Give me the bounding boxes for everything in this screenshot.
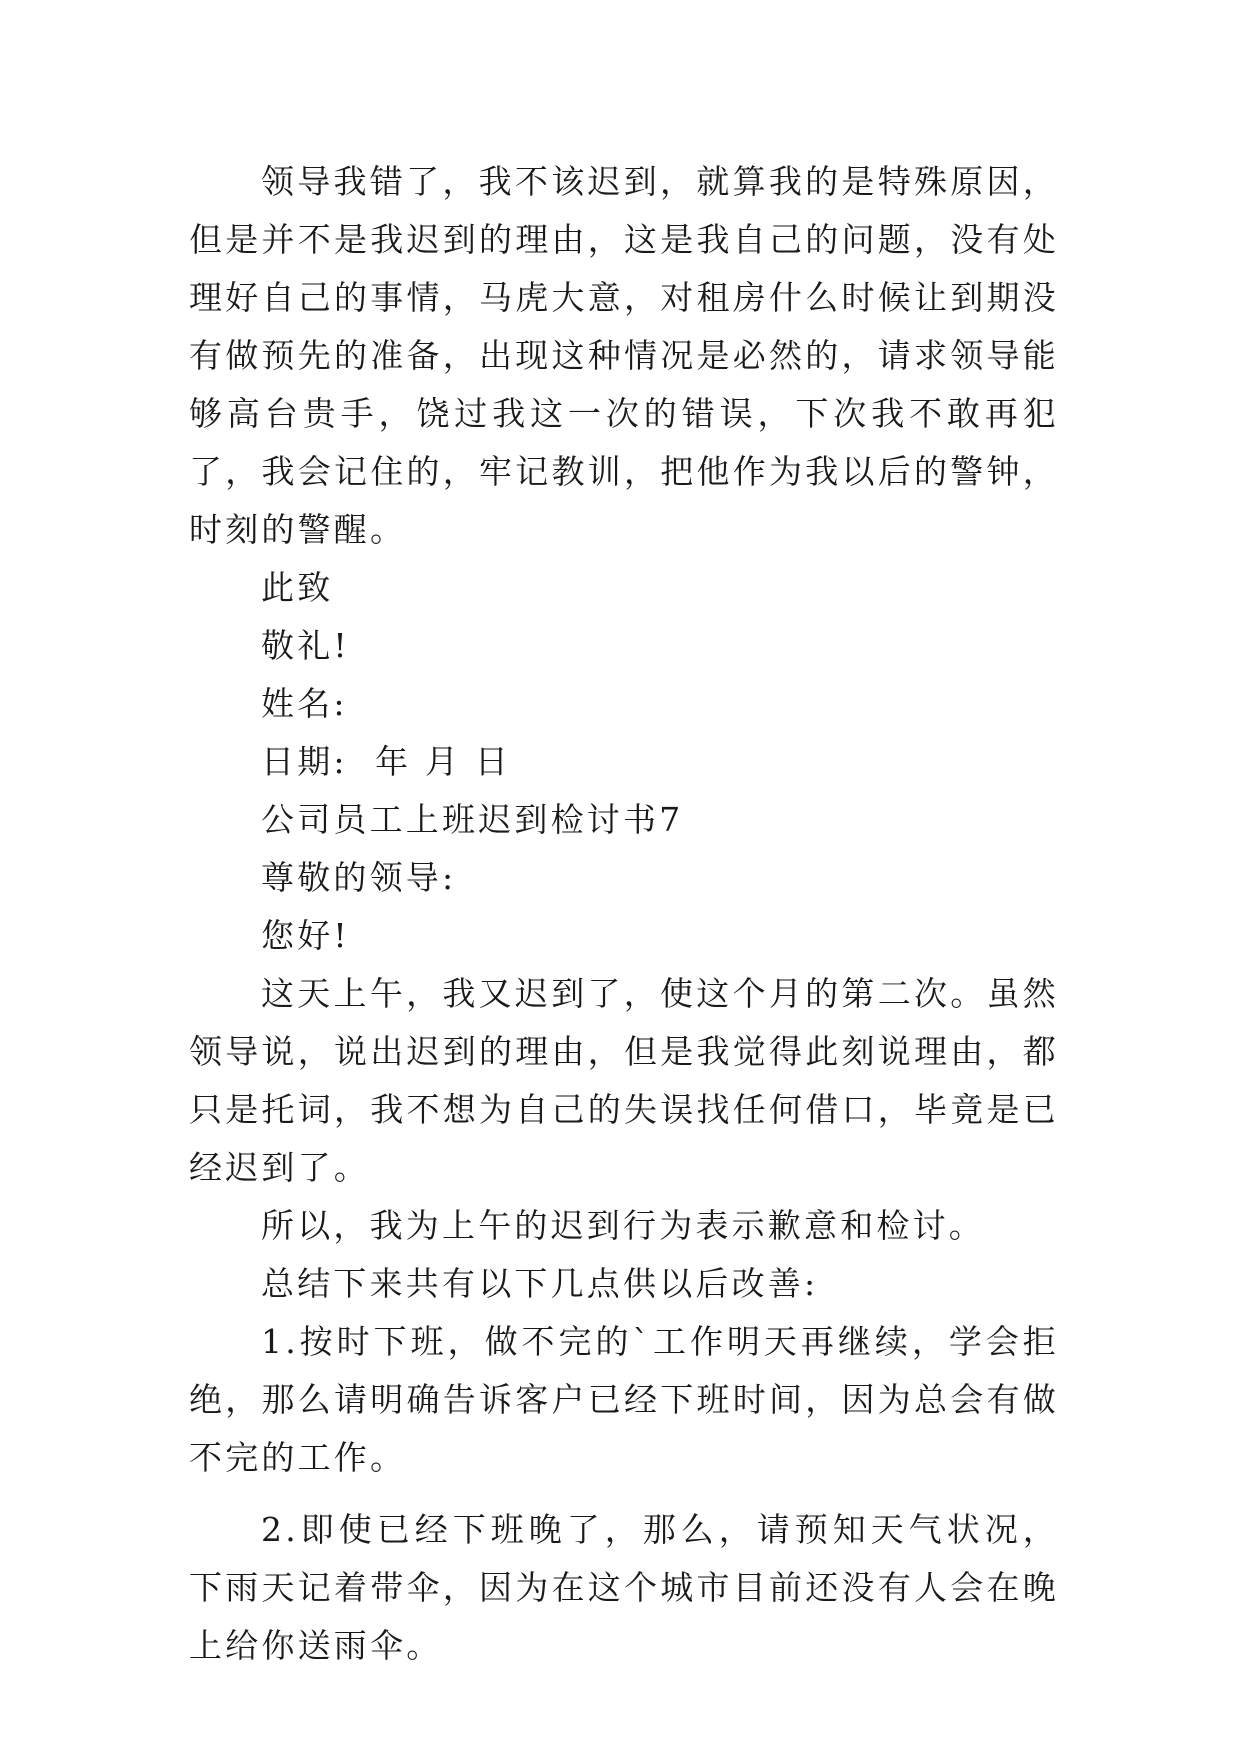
section-heading: 公司员工上班迟到检讨书7 bbox=[261, 800, 684, 839]
paragraph-apology: 领导我错了，我不该迟到，就算我的是特殊原因，但是并不是我迟到的理由，这是我自己的问题，没有处理好自己的事情，马虎大意，对租房什么时候让到期没有做预先的准备，出现这种情况是必然的，请求领导能够高台贵手，饶过我这一次的错误，下次我不敢再犯了，我会记住的，牢记教训，把他作为我以后的警钟，时刻的警醒。 bbox=[189, 162, 1059, 549]
paragraph-late-again: 这天上午，我又迟到了，使这个月的第二次。虽然领导说，说出迟到的理由，但是我觉得此刻说理由，都只是托词，我不想为自己的失误找任何借口，毕竟是已经迟到了。 bbox=[189, 974, 1059, 1187]
greeting: 您好! bbox=[261, 916, 350, 955]
closing-line-2: 敬礼! bbox=[261, 626, 350, 665]
paragraph-summary-intro: 总结下来共有以下几点供以后改善: bbox=[261, 1264, 819, 1303]
salutation: 尊敬的领导: bbox=[261, 858, 457, 897]
date-label: 日期: 年 月 日 bbox=[261, 742, 512, 781]
list-item-1: 1.按时下班，做不完的`工作明天再继续，学会拒绝，那么请明确告诉客户已经下班时间，因为总会有做不完的工作。 bbox=[189, 1322, 1059, 1477]
name-label: 姓名: bbox=[261, 684, 348, 723]
closing-line-1: 此致 bbox=[261, 568, 334, 607]
document-body bbox=[189, 153, 1059, 1675]
paragraph-apology-short: 所以，我为上午的迟到行为表示歉意和检讨。 bbox=[261, 1206, 985, 1245]
list-item-2: 2.即使已经下班晚了，那么，请预知天气状况，下雨天记着带伞，因为在这个城市目前还没有人会在晚上给你送雨伞。 bbox=[189, 1510, 1059, 1665]
